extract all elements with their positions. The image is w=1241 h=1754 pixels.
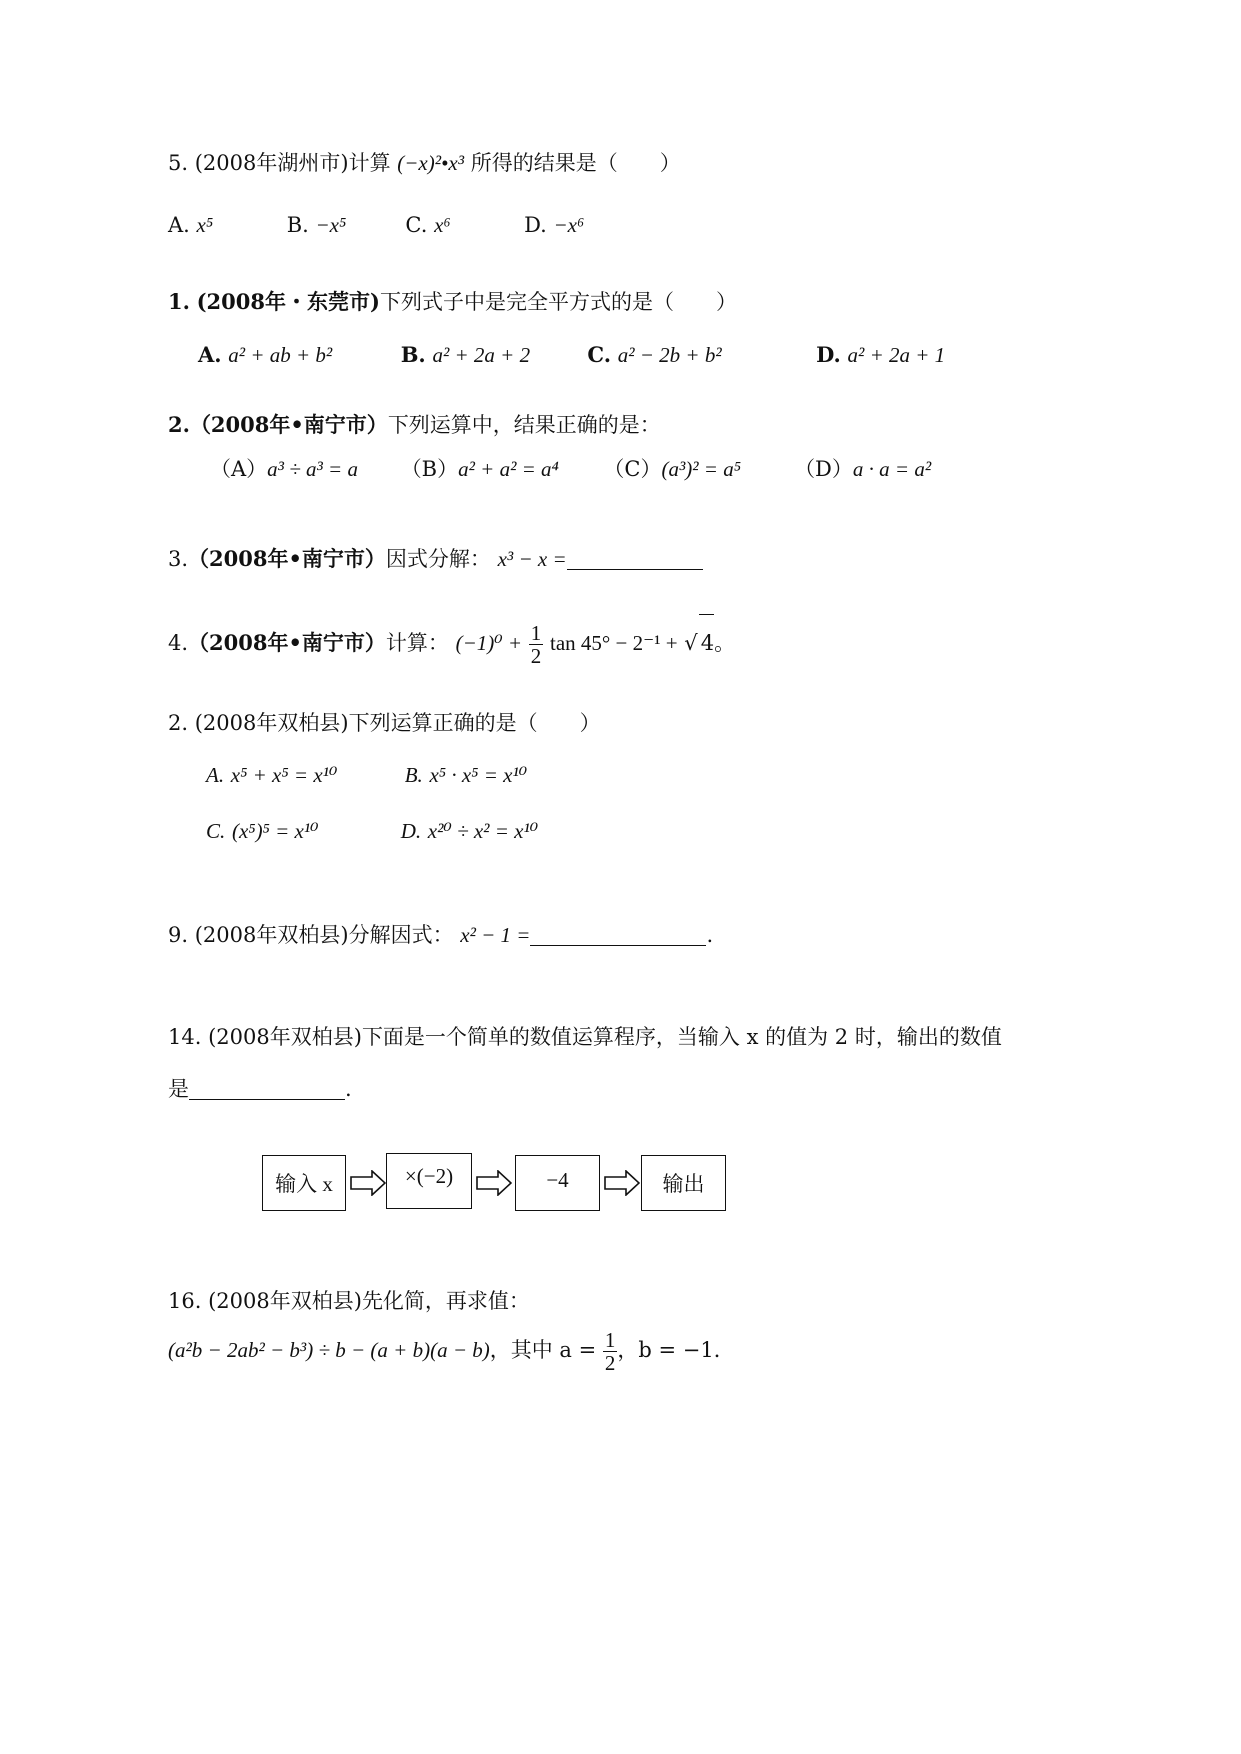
question-14 — [168, 1022, 1002, 1052]
option-d: （D）a · a = a² — [794, 457, 932, 481]
question-number: 3. — [168, 547, 189, 571]
math-expression: tan 45° − 2⁻¹ + — [549, 631, 678, 655]
option-b: B. x⁵ · x⁵ = x¹⁰ — [404, 763, 528, 787]
question-14-line2: 是 . — [168, 1077, 352, 1101]
options-q2-shuangbai-row1 — [206, 760, 527, 790]
option-a: A. x⁵ + x⁵ = x¹⁰ — [206, 763, 338, 787]
question-16 — [168, 1286, 530, 1316]
flow-box-input: 输入 x — [262, 1155, 346, 1211]
question-source: （2008年•南宁市） — [188, 546, 386, 571]
option-c: C. a² − 2b + b² — [587, 342, 722, 367]
question-stem: 先化简，再求值： — [361, 1289, 530, 1313]
question-number: 2. — [168, 412, 190, 437]
option-d: D. −x⁶ — [524, 213, 585, 237]
question-source: (2008年双柏县) — [194, 923, 349, 947]
question-number: 2. — [168, 711, 189, 735]
question-source: (2008年湖州市) — [194, 151, 349, 175]
question-number: 4. — [168, 631, 189, 655]
question-number: 9. — [168, 923, 189, 947]
math-expression: (−x)²•x³ — [397, 151, 465, 175]
option-b: （B）a² + a² = a⁴ — [400, 457, 559, 481]
question-source: (2008年双柏县) — [194, 711, 349, 735]
fraction-one-half: $\frac{1}{2}$ — [604, 1328, 616, 1375]
square-root: √ 4 — [684, 631, 714, 655]
option-c: C. x⁶ — [405, 213, 451, 237]
question-stem: 分解因式： — [348, 923, 454, 947]
question-source: （2008年•南宁市） — [188, 630, 386, 655]
question-2-nanning — [168, 410, 661, 440]
option-c: C. (x⁵)⁵ = x¹⁰ — [206, 819, 319, 843]
question-number: 1. — [168, 289, 190, 314]
answer-blank[interactable] — [189, 1077, 345, 1100]
flow-box-output: 输出 — [641, 1155, 726, 1211]
options-q2-nanning — [210, 454, 931, 484]
question-stem: 所得的结果是（ ） — [470, 151, 681, 175]
question-stem: 因式分解： — [385, 547, 491, 571]
option-d: D. x²⁰ ÷ x² = x¹⁰ — [400, 819, 539, 843]
flow-box-subtract: −4 — [515, 1155, 600, 1211]
question-stem: 是 — [168, 1077, 189, 1101]
math-expression: x² − 1 = — [460, 923, 531, 947]
question-9: 9. (2008年双柏县)分解因式： x² − 1 = . — [168, 923, 714, 947]
math-expression: (a²b − 2ab² − b³) ÷ b − (a + b)(a − b) — [168, 1338, 490, 1362]
question-source: （2008年•南宁市） — [189, 412, 388, 437]
options-q1 — [198, 340, 945, 370]
option-a: （A）a³ ÷ a³ = a — [210, 457, 358, 481]
option-b: B. −x⁵ — [286, 213, 347, 237]
question-source: (2008年・东莞市) — [196, 289, 380, 314]
math-expression: (−1)⁰ + — [455, 631, 523, 655]
option-a: A. x⁵ — [168, 213, 214, 237]
question-stem: 计算 — [348, 151, 391, 175]
question-number: 5. — [168, 151, 189, 175]
option-c: （C）(a³)² = a⁵ — [603, 457, 742, 481]
options-q5 — [168, 210, 584, 240]
question-4: 4.（2008年•南宁市）计算： (−1)⁰ + $\frac{1}{2}$ tan 45° − 2⁻¹ + √ 4。 — [168, 614, 735, 671]
arrow-right-icon — [476, 1170, 512, 1196]
question-16-expression: (a²b − 2ab² − b³) ÷ b − (a + b)(a − b)，其中 a = $\frac{1}{2}$ ，b = −1． — [168, 1328, 735, 1375]
arrow-right-icon — [350, 1170, 386, 1196]
option-d: D. a² + 2a + 1 — [816, 342, 946, 367]
question-source: (2008年双柏县) — [208, 1289, 362, 1313]
question-stem: 下列运算中，结果正确的是： — [387, 413, 661, 437]
question-number: 14. — [168, 1025, 202, 1049]
question-stem: 下列运算正确的是（ ） — [348, 711, 601, 735]
options-q2-shuangbai-row2 — [206, 816, 538, 846]
question-stem: 下面是一个简单的数值运算程序，当输入 x 的值为 2 时，输出的数值 — [361, 1025, 1002, 1049]
arrow-right-icon — [604, 1170, 640, 1196]
question-stem: 计算： — [385, 631, 449, 655]
question-stem: 下列式子中是完全平方式的是（ ） — [379, 290, 737, 314]
question-3 — [168, 544, 703, 574]
question-number: 16. — [168, 1289, 202, 1313]
option-a: A. a² + ab + b² — [198, 342, 333, 367]
option-b: B. a² + 2a + 2 — [400, 342, 531, 367]
fraction-one-half: $\frac{1}{2}$ — [530, 621, 542, 668]
answer-blank[interactable] — [567, 547, 703, 570]
flow-box-multiply: ×(−2) — [386, 1153, 472, 1209]
answer-blank[interactable] — [530, 923, 706, 946]
question-2-shuangbai — [168, 708, 601, 738]
question-5 — [168, 148, 681, 178]
question-1 — [168, 287, 737, 317]
math-expression: x³ − x = — [497, 547, 567, 571]
question-source: (2008年双柏县) — [208, 1025, 362, 1049]
